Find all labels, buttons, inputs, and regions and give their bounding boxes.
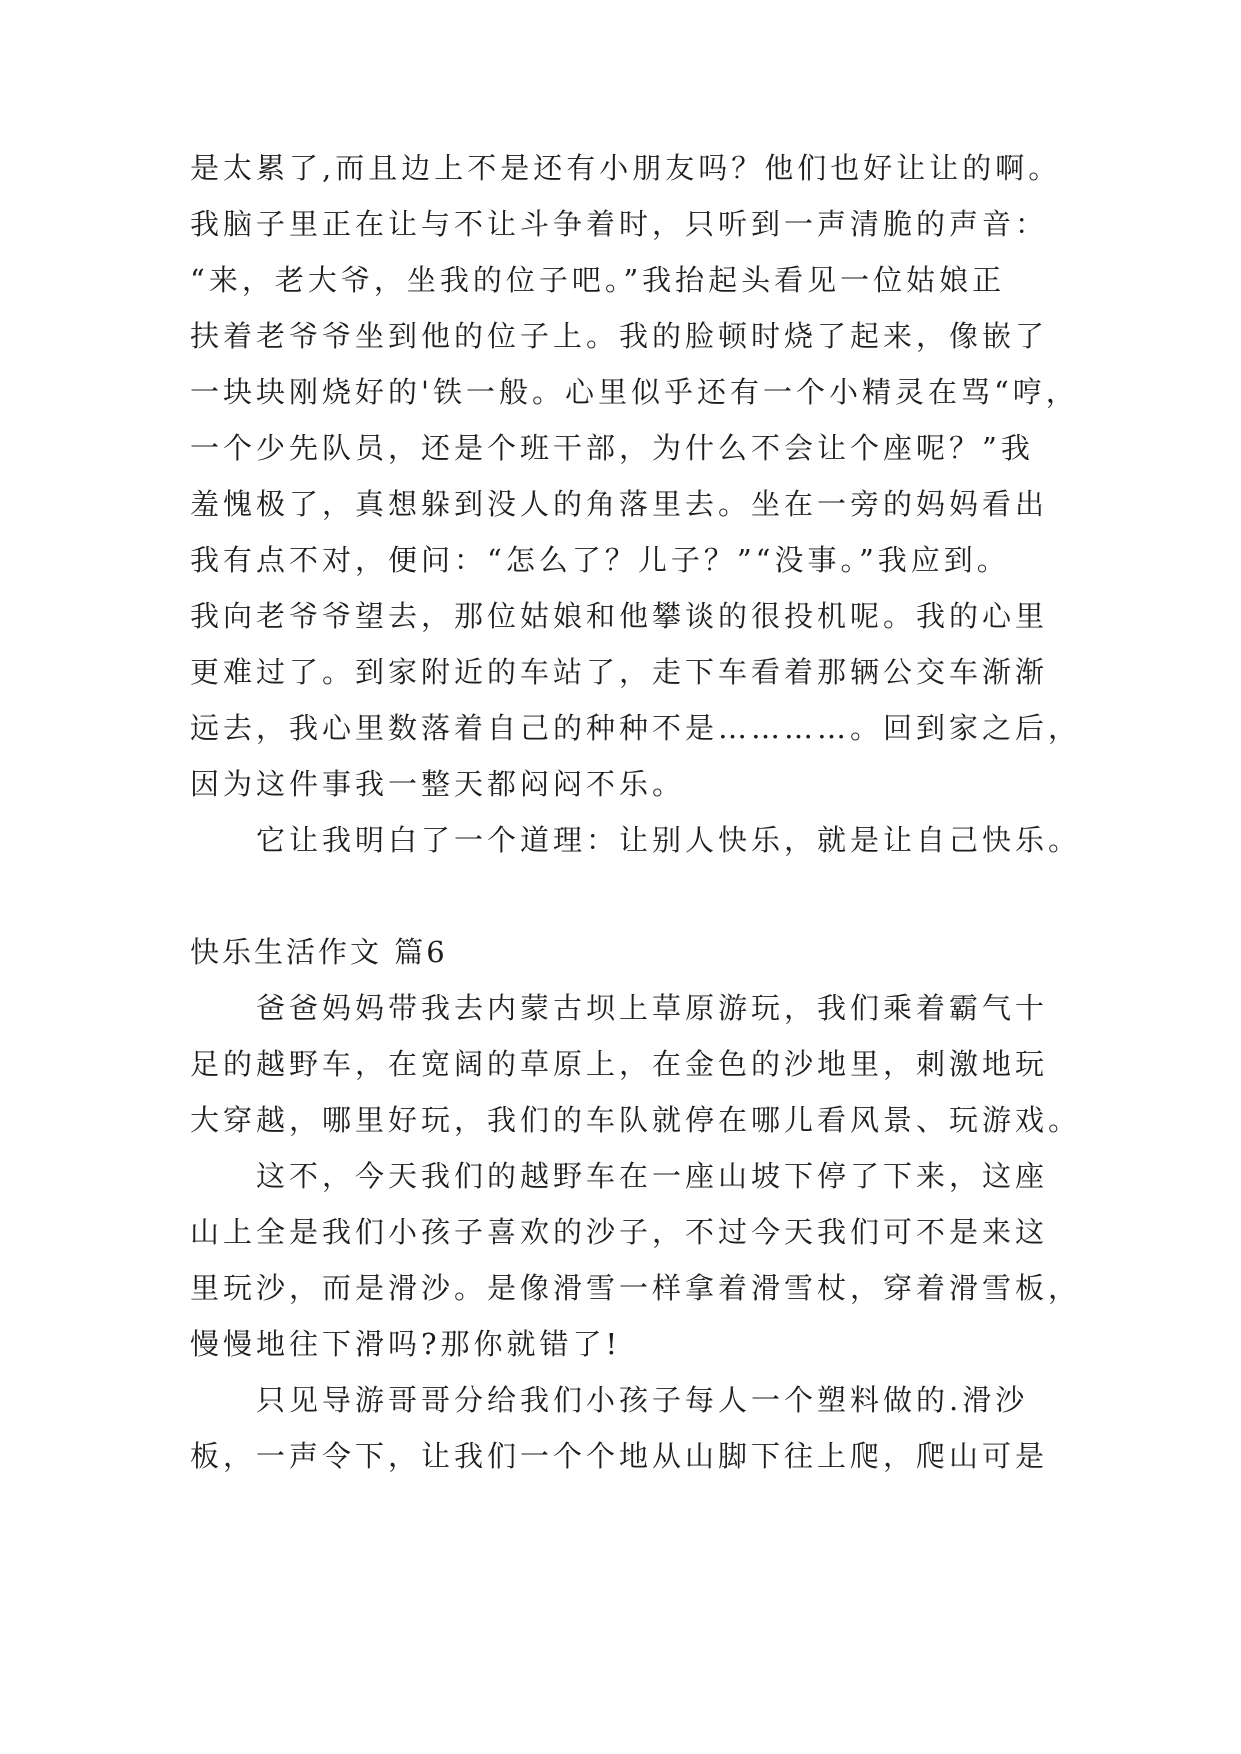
section-heading: 快乐生活作文 篇6 — [190, 935, 448, 969]
text-line: 大穿越，哪里好玩，我们的车队就停在哪儿看风景、玩游戏。 — [190, 1103, 1082, 1137]
text-line: 只见导游哥哥分给我们小孩子每人一个塑料做的.滑沙 — [256, 1383, 1029, 1417]
text-line: 我向老爷爷望去，那位姑娘和他攀谈的很投机呢。我的心里 — [190, 599, 1049, 633]
text-line: 扶着老爷爷坐到他的位子上。我的脸顿时烧了起来，像嵌了 — [190, 319, 1049, 353]
text-line: 羞愧极了，真想躲到没人的角落里去。坐在一旁的妈妈看出 — [190, 487, 1049, 521]
text-line: 一个少先队员，还是个班干部，为什么不会让个座呢？”我 — [190, 431, 1034, 465]
document-body — [190, 140, 1170, 1484]
text-line: 它让我明白了一个道理：让别人快乐，就是让自己快乐。 — [256, 823, 1082, 857]
paragraph-conclusion — [190, 812, 1170, 868]
text-line: 更难过了。到家附近的车站了，走下车看着那辆公交车渐渐 — [190, 655, 1049, 689]
paragraph-1 — [190, 980, 1170, 1148]
blank-line — [190, 868, 1170, 924]
paragraph-3 — [190, 1372, 1170, 1484]
paragraph-continued — [190, 140, 1170, 812]
text-line: 里玩沙，而是滑沙。是像滑雪一样拿着滑雪杖，穿着滑雪板， — [190, 1271, 1082, 1305]
text-line: 慢慢地往下滑吗?那你就错了! — [190, 1327, 622, 1361]
text-line: 我脑子里正在让与不让斗争着时，只听到一声清脆的声音： — [190, 207, 1049, 241]
text-line: 一块块刚烧好的'铁一般。心里似乎还有一个小精灵在骂“哼， — [190, 375, 1079, 409]
text-line: 这不，今天我们的越野车在一座山坡下停了下来，这座 — [256, 1159, 1049, 1193]
text-line: 远去，我心里数落着自己的种种不是…………。回到家之后， — [190, 711, 1082, 745]
text-line: 我有点不对，便问：“怎么了？儿子？”“没事。”我应到。 — [190, 543, 1010, 577]
text-line: 足的越野车，在宽阔的草原上，在金色的沙地里，刺激地玩 — [190, 1047, 1049, 1081]
paragraph-2 — [190, 1148, 1170, 1372]
text-line: 山上全是我们小孩子喜欢的沙子，不过今天我们可不是来这 — [190, 1215, 1049, 1249]
text-line: 板，一声令下，让我们一个个地从山脚下往上爬，爬山可是 — [190, 1439, 1049, 1473]
text-line: 爸爸妈妈带我去内蒙古坝上草原游玩，我们乘着霸气十 — [256, 991, 1049, 1025]
text-line: “来，老大爷，坐我的位子吧。”我抬起头看见一位姑娘正 — [190, 263, 1006, 297]
text-line: 因为这件事我一整天都闷闷不乐。 — [190, 767, 686, 801]
text-line: 是太累了,而且边上不是还有小朋友吗？他们也好让让的啊。 — [190, 151, 1062, 185]
